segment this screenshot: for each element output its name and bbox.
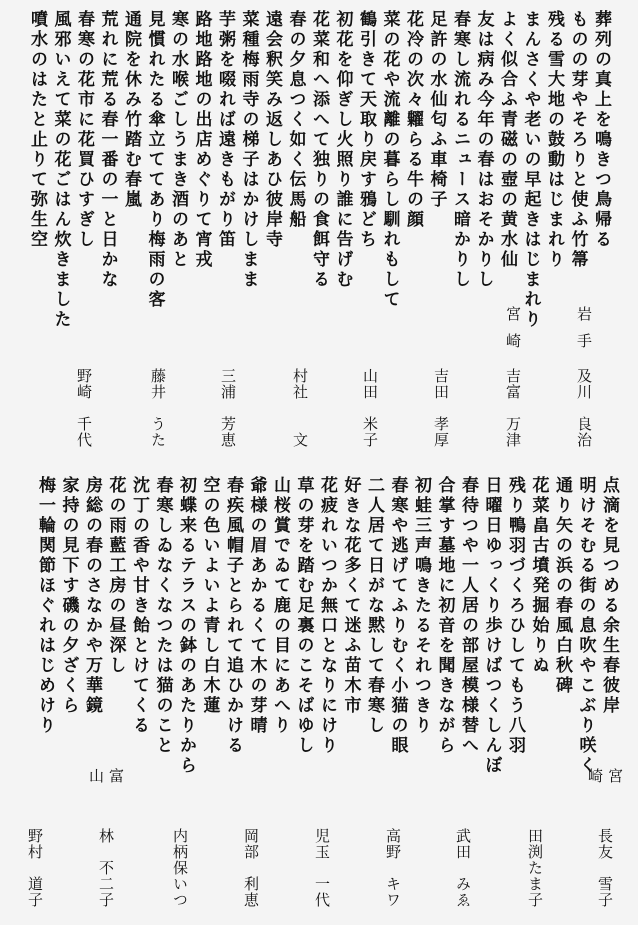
author-name: 山田 米子: [361, 368, 379, 448]
author-credit: [87, 768, 125, 908]
author-credit: [146, 306, 170, 448]
haiku-line: 初蝶来るテラスの鉢のあたりから: [176, 476, 196, 776]
haiku-line: 花菜和へ添へて独りの食餌守る: [309, 10, 329, 290]
author-credit: [168, 768, 192, 908]
haiku-line: 家持の見下す磯の夕ざくら: [58, 476, 79, 716]
top-haiku-list: [25, 10, 613, 330]
haiku-line: 春寒の花市に花買ひすぎし: [74, 10, 94, 250]
haiku-line: 合掌す墓地に初音を聞きながら: [434, 476, 455, 756]
haiku-line: よく似合ふ青磁の壺の黄水仙: [497, 10, 517, 270]
author-name: 児玉 一代: [313, 828, 331, 908]
haiku-line: 菜種梅雨寺の梯子はかけしまま: [238, 10, 259, 290]
haiku-line: 草の芽を踏む足裏のこそばゆし: [293, 476, 314, 756]
haiku-line: 二人居て日がな黙して春寒し: [364, 476, 384, 736]
author-name: 野村 道子: [26, 828, 44, 908]
author-credit: [23, 768, 47, 908]
haiku-line: 花疲れいつか無口となりにけり: [317, 476, 337, 756]
haiku-line: 初蛙三声鳴きたるそれつきり: [411, 476, 431, 736]
haiku-line: 噴水のはたと止りて弥生空: [27, 10, 47, 250]
author-location: 宮崎: [586, 768, 624, 795]
author-credit: [586, 768, 624, 908]
haiku-line: 日曜日ゆっくり歩けばつくしんぼ: [481, 476, 502, 776]
haiku-line: 通院を休み竹踏む春嵐: [121, 10, 141, 210]
haiku-line: 春寒しゐなくなつたは猫のこと: [152, 476, 173, 756]
author-credit: [310, 768, 334, 908]
haiku-line: まんさくや老いの早起きはじまれり: [520, 10, 541, 330]
haiku-line: 芋粥を啜れば遠きもがり笛: [215, 10, 235, 250]
author-credit: [358, 306, 382, 448]
author-credit: [572, 306, 596, 448]
haiku-line: 春寒し流れるニュース暗かりし: [450, 10, 470, 290]
author-credit: [523, 768, 547, 908]
haiku-line: 鶴引きて天取り戻す鴉どち: [356, 10, 376, 250]
haiku-line: 明けそむる街の息吹やこぶり咲く: [575, 476, 596, 776]
haiku-line: 足許の水仙匂ふ車椅子: [426, 10, 447, 210]
author-name: 吉富 万津: [504, 368, 522, 448]
haiku-line: 房総の春のさなかや万華鏡: [82, 476, 102, 716]
author-name: 及川 良治: [575, 368, 593, 448]
haiku-line: 春の夕息つく如く伝馬船: [285, 10, 306, 230]
author-name: 高野 キワ: [384, 828, 402, 908]
author-name: 武田 みゑ: [454, 828, 472, 908]
author-name: 田渕たま子: [526, 828, 544, 908]
author-location: 宮崎: [504, 306, 522, 360]
haiku-line: 爺様の眉あかるくて木の芽晴: [246, 476, 267, 736]
author-name: 長友 雪子: [596, 828, 614, 908]
author-credit: [451, 768, 475, 908]
haiku-line: 残る雪大地の鼓動はじまれり: [544, 10, 564, 270]
author-name: 村社 文: [291, 368, 309, 448]
haiku-line: 路地路地の出店めぐりて宵戎: [191, 10, 212, 270]
author-name: 内柄保いつ: [171, 828, 189, 908]
author-location: 岩手: [575, 306, 593, 360]
haiku-line: 見慣れたる傘立ててあり梅雨の客: [144, 10, 165, 310]
haiku-line: 春待つや一人居の部屋模様替へ: [458, 476, 478, 756]
haiku-line: 寒の水喉ごしうまき酒のあと: [168, 10, 188, 270]
author-name: 野崎 千代: [75, 368, 93, 448]
author-name: 藤井 うた: [149, 368, 167, 448]
haiku-line: 梅一輪関節ほぐれはじめけり: [35, 476, 55, 736]
author-name: 岡部 利恵: [242, 828, 260, 908]
author-credit: [216, 306, 240, 448]
author-credit: [239, 768, 263, 908]
author-credit: [429, 306, 453, 448]
haiku-line: 通り矢の浜の春風白秋碑: [552, 476, 572, 696]
haiku-line: 空の色いよいよ青し白木蓮: [199, 476, 220, 716]
haiku-line: 花の雨藍工房の昼深し: [105, 476, 126, 676]
author-name: 吉田 孝厚: [432, 368, 450, 448]
haiku-line: 沈丁の香や甘き飴とけてくる: [129, 476, 149, 736]
author-name: 三浦 芳恵: [219, 368, 237, 448]
haiku-line: 山桜賞でゐて鹿の目にあへり: [270, 476, 290, 736]
haiku-line: 春寒や逃げてふりむく小猫の眼: [387, 476, 408, 756]
haiku-line: 荒れに荒る春一番の一と日かな: [97, 10, 118, 290]
haiku-line: ものの芽やそろりと使ふ竹箒: [567, 10, 588, 270]
haiku-line: 花冷の次々糶らる牛の顔: [403, 10, 423, 230]
haiku-line: 好きな花多くて迷ふ苗木市: [340, 476, 361, 716]
author-credit: [501, 306, 525, 448]
haiku-line: 初花を仰ぎし火照り誰に告げむ: [332, 10, 353, 290]
haiku-line: 遠会釈笑み返しあひ彼岸寺: [262, 10, 282, 250]
haiku-line: 春疾風帽子とられて追ひかける: [223, 476, 243, 756]
author-credit: [288, 306, 312, 448]
bottom-haiku-list: [33, 476, 621, 776]
haiku-line: 花菜畠古墳発掘始りぬ: [528, 476, 549, 676]
author-name: 林 不二子: [97, 828, 115, 908]
haiku-line: 風邪いえて菜の花ごはん炊きました: [50, 10, 71, 330]
haiku-line: 葬列の真上を鳴きつ鳥帰る: [591, 10, 611, 250]
haiku-line: 点滴を見つめる余生春彼岸: [599, 476, 619, 716]
author-credit: [381, 768, 405, 908]
haiku-line: 友は病み今年の春はおそかりし: [473, 10, 494, 290]
author-credit: [72, 306, 96, 448]
haiku-line: 菜の花や流離の暮らし馴れもして: [379, 10, 400, 310]
author-location: 富山: [87, 768, 125, 795]
haiku-line: 残り鴨羽づくろひしてもう八羽: [505, 476, 525, 756]
